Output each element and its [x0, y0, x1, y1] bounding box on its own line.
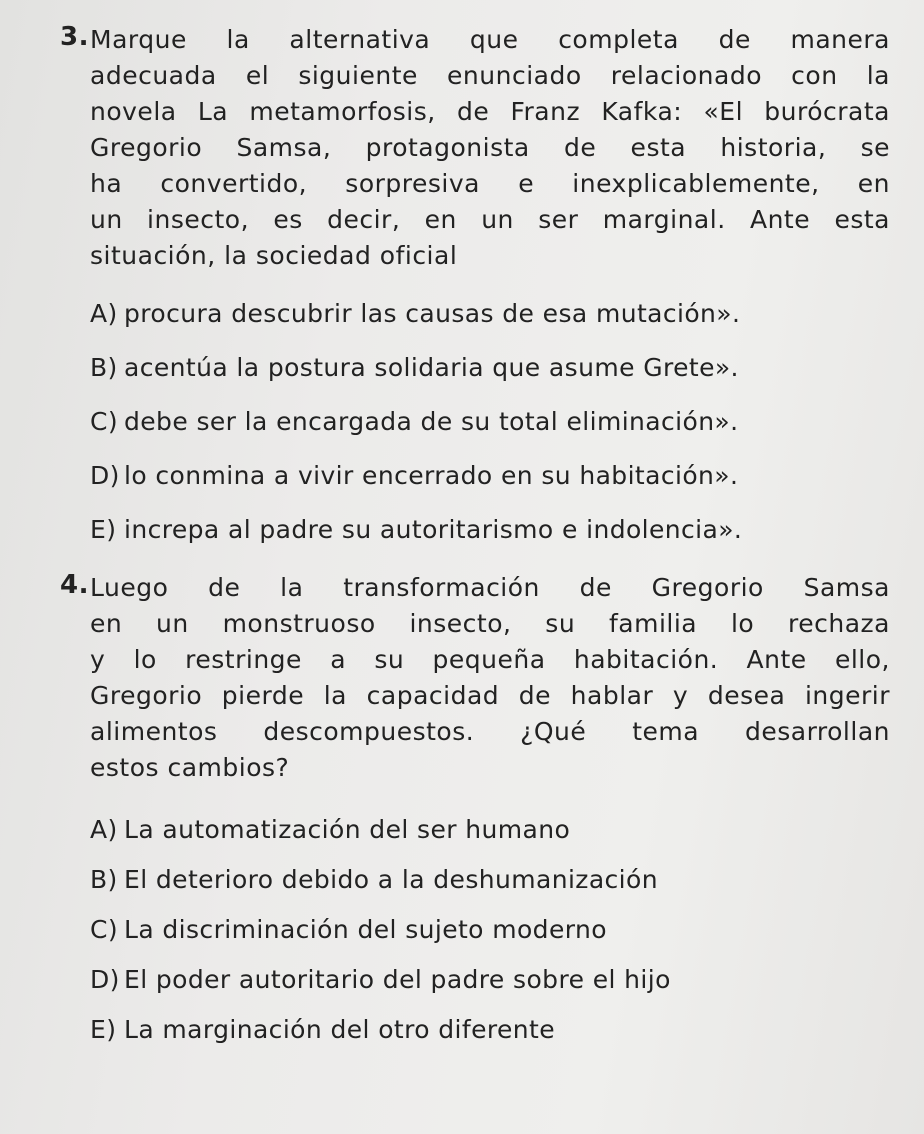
stem-line: novela La metamorfosis, de Franz Kafka: «El burócrata [90, 97, 890, 126]
option-text: debe ser la encargada de su total eliminación». [124, 407, 739, 436]
option-d[interactable] [90, 458, 890, 494]
option-c[interactable] [90, 404, 890, 440]
option-letter: B) [90, 865, 118, 894]
option-a[interactable] [90, 812, 890, 848]
stem-line: Gregorio Samsa, protagonista de esta historia, se [90, 133, 890, 162]
question-number: 4. [60, 570, 89, 600]
option-letter: C) [90, 915, 119, 944]
option-text: La automatización del ser humano [124, 815, 571, 844]
option-e[interactable] [90, 512, 890, 548]
option-text: La marginación del otro diferente [124, 1015, 556, 1044]
question-stem [90, 22, 890, 274]
option-b[interactable] [90, 350, 890, 386]
option-letter: C) [90, 407, 119, 436]
question-number: 3. [60, 22, 89, 52]
answer-options [90, 812, 890, 1048]
stem-line: estos cambios? [90, 753, 290, 782]
stem-line: y lo restringe a su pequeña habitación. Ante ello, [90, 645, 890, 674]
stem-line: en un monstruoso insecto, su familia lo rechaza [90, 609, 890, 638]
option-letter: B) [90, 353, 118, 382]
option-letter: E) [90, 1015, 117, 1044]
option-letter: A) [90, 815, 118, 844]
stem-line: adecuada el siguiente enunciado relacionado con la [90, 61, 890, 90]
stem-line: Luego de la transformación de Gregorio Samsa [90, 573, 890, 602]
option-b[interactable] [90, 862, 890, 898]
answer-options [90, 296, 890, 548]
stem-line: Marque la alternativa que completa de manera [90, 25, 890, 54]
option-e[interactable] [90, 1012, 890, 1048]
question-stem [90, 570, 890, 786]
option-letter: D) [90, 461, 120, 490]
option-text: procura descubrir las causas de esa mutación». [124, 299, 741, 328]
option-text: El deterioro debido a la deshumanización [124, 865, 658, 894]
question-3 [60, 22, 890, 566]
question-4 [60, 570, 890, 1062]
option-d[interactable] [90, 962, 890, 998]
stem-line: situación, la sociedad oficial [90, 241, 458, 270]
option-text: El poder autoritario del padre sobre el hijo [124, 965, 671, 994]
stem-line: un insecto, es decir, en un ser marginal. Ante esta [90, 205, 890, 234]
option-letter: A) [90, 299, 118, 328]
option-a[interactable] [90, 296, 890, 332]
option-c[interactable] [90, 912, 890, 948]
option-text: acentúa la postura solidaria que asume Grete». [124, 353, 739, 382]
option-text: La discriminación del sujeto moderno [124, 915, 607, 944]
stem-line: alimentos descompuestos. ¿Qué tema desarrollan [90, 717, 890, 746]
stem-line: ha convertido, sorpresiva e inexplicablemente, en [90, 169, 890, 198]
option-text: increpa al padre su autoritarismo e indolencia». [124, 515, 743, 544]
stem-line: Gregorio pierde la capacidad de hablar y desea ingerir [90, 681, 890, 710]
option-letter: D) [90, 965, 120, 994]
option-text: lo conmina a vivir encerrado en su habitación». [124, 461, 739, 490]
option-letter: E) [90, 515, 117, 544]
